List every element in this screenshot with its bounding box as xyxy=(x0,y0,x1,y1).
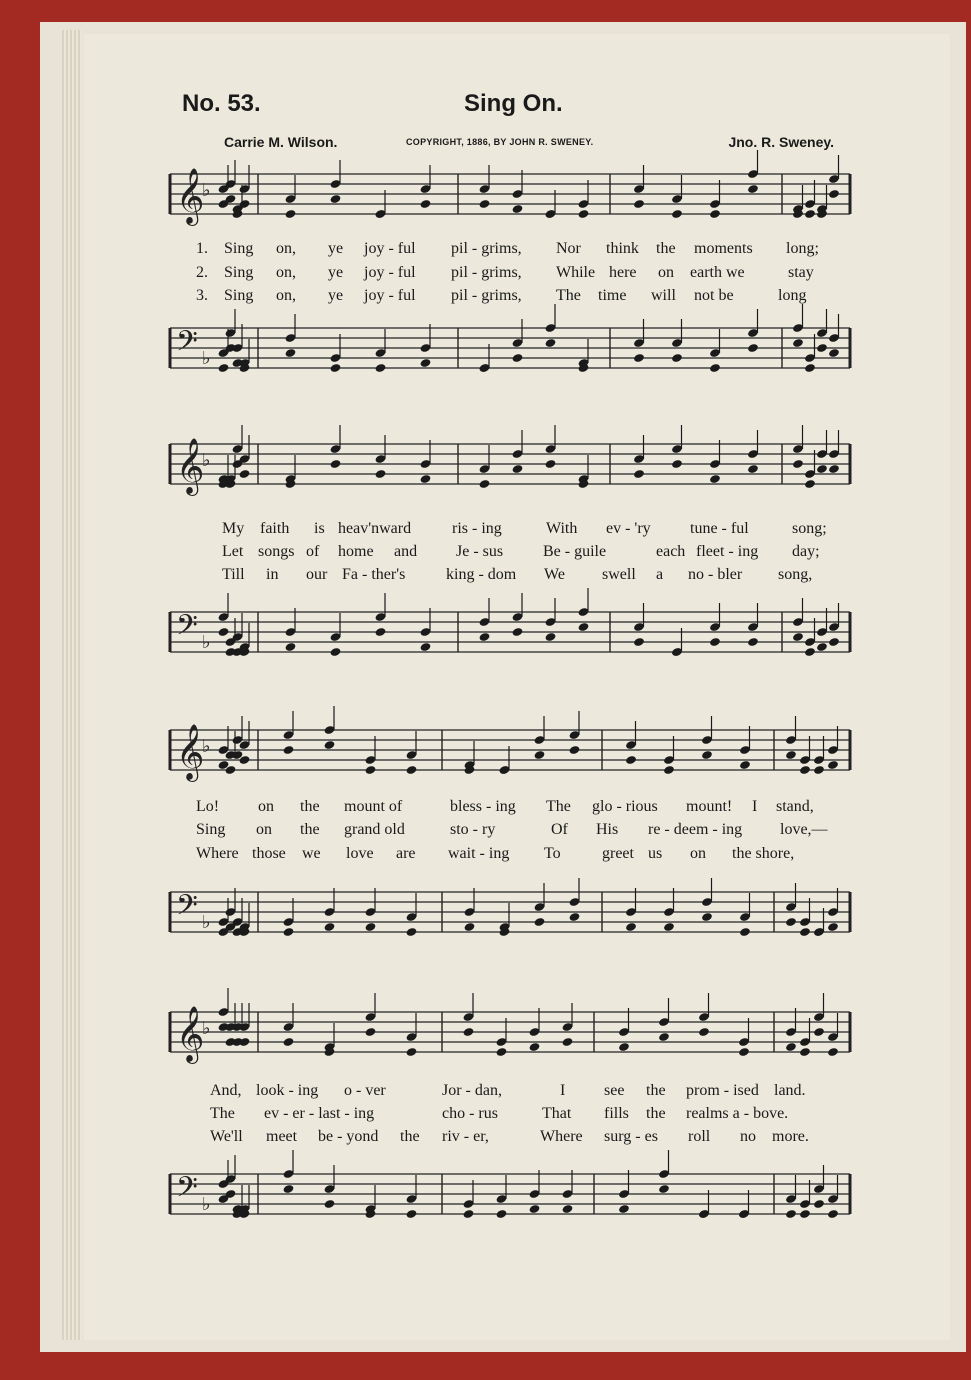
treble-staff-3 xyxy=(170,722,854,802)
svg-text:♭: ♭ xyxy=(202,1018,211,1039)
lyric-line: 1. Sing on, ye joy - ful pil - grims, Nor think the moments long; xyxy=(196,240,819,257)
lyric-line: We'll meet be - yond the riv - er, Where surg - es roll no more. xyxy=(210,1128,809,1145)
svg-text:♭: ♭ xyxy=(202,912,211,933)
copyright-notice: COPYRIGHT, 1886, BY JOHN R. SWENEY. xyxy=(406,137,594,147)
hymn-header xyxy=(182,90,852,130)
treble-staff-1 xyxy=(170,166,854,246)
bass-staff-1 xyxy=(170,320,854,400)
lyric-line: And, look - ing o - ver Jor - dan, I see the prom - ised land. xyxy=(210,1082,806,1099)
svg-text:♭: ♭ xyxy=(202,736,211,757)
svg-text:♭: ♭ xyxy=(202,632,211,653)
page-edges xyxy=(62,30,82,1340)
svg-text:𝄢: 𝄢 xyxy=(176,1171,198,1211)
svg-text:♭: ♭ xyxy=(202,180,211,201)
svg-text:𝄢: 𝄢 xyxy=(176,889,198,929)
lyric-line: 3. Sing on, ye joy - ful pil - grims, The time will not be long xyxy=(196,287,807,304)
author: Carrie M. Wilson. xyxy=(224,134,338,150)
lyric-line: The ev - er - last - ing cho - rus That fills the realms a - bove. xyxy=(210,1105,789,1122)
treble-staff-4 xyxy=(170,1004,854,1084)
bass-staff-3 xyxy=(170,884,854,964)
bass-staff-4 xyxy=(170,1166,854,1246)
treble-staff-2 xyxy=(170,436,854,516)
svg-text:𝄞: 𝄞 xyxy=(176,1006,205,1062)
lyric-line: Where those we love are wait - ing To greet us on the shore, xyxy=(196,845,795,862)
lyric-line: Let songs of home and Je - sus Be - guile each fleet - ing day; xyxy=(222,543,820,560)
lyric-line: Sing on the grand old sto - ry Of His re - deem - ing love,— xyxy=(196,821,828,838)
svg-text:♭: ♭ xyxy=(202,348,211,369)
lyric-line: Lo! on the mount of bless - ing The glo - rious mount! I stand, xyxy=(196,798,814,815)
credits xyxy=(224,134,834,154)
svg-text:𝄞: 𝄞 xyxy=(176,168,205,224)
svg-text:♭: ♭ xyxy=(202,450,211,471)
hymn-title: Sing On. xyxy=(464,90,563,117)
svg-text:𝄢: 𝄢 xyxy=(176,325,198,365)
svg-text:𝄢: 𝄢 xyxy=(176,609,198,649)
lyric-line: 2. Sing on, ye joy - ful pil - grims, While here on earth we stay xyxy=(196,264,814,281)
svg-text:♭: ♭ xyxy=(202,1194,211,1215)
lyric-line: My faith is heav'nward ris - ing With ev - 'ry tune - ful song; xyxy=(222,520,827,537)
svg-text:𝄞: 𝄞 xyxy=(176,724,205,780)
hymn-number: No. 53. xyxy=(182,90,261,117)
lyric-line: Till in our Fa - ther's king - dom We swell a no - bler song, xyxy=(222,566,813,583)
svg-text:𝄞: 𝄞 xyxy=(176,438,205,494)
bass-staff-2 xyxy=(170,604,854,684)
composer: Jno. R. Sweney. xyxy=(728,134,834,150)
